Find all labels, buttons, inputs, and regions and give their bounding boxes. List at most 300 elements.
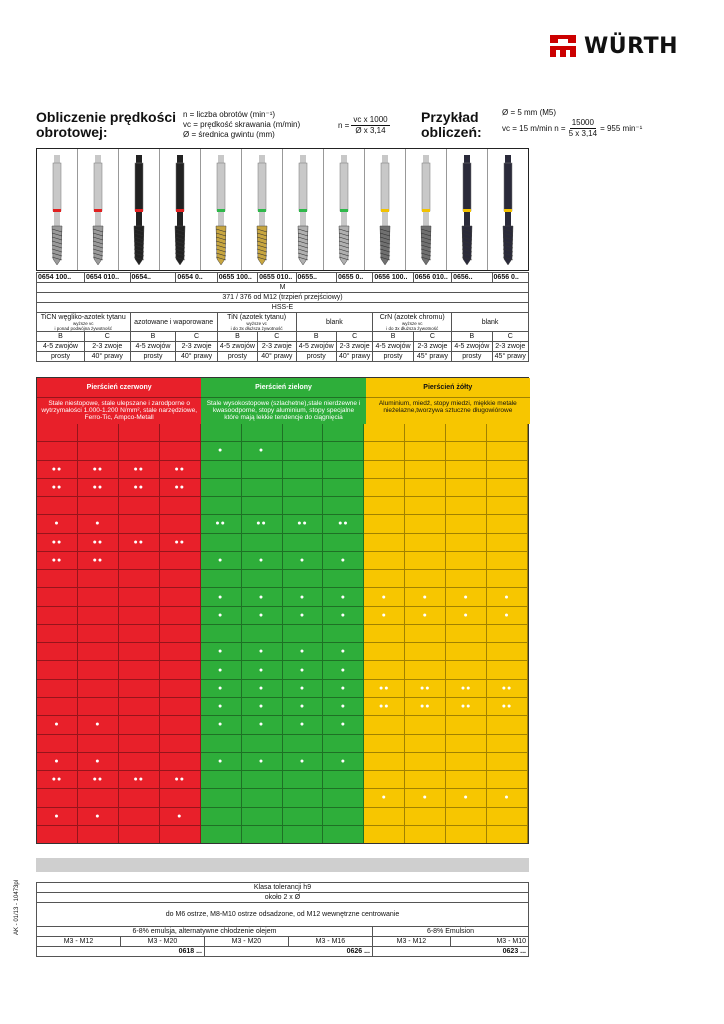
matrix-cell — [364, 643, 404, 661]
coating-label: azotowane i waporowane — [134, 318, 214, 326]
matrix-cell — [78, 497, 118, 515]
matrix-cell: ● — [446, 607, 486, 625]
matrix-cell — [283, 479, 323, 497]
threads-count-cell: 4-5 zwojów — [130, 342, 176, 352]
matrix-cell: ● — [201, 661, 241, 679]
threads-count-cell: 2-3 zwoje — [413, 342, 451, 352]
matrix-cell — [323, 735, 363, 753]
matrix-cell — [242, 497, 282, 515]
matrix-cell — [119, 735, 159, 753]
flute-cell: 40° prawy — [84, 352, 130, 362]
code-cell: 0623 ... — [372, 947, 528, 957]
matrix-cell: ●● — [364, 680, 404, 698]
matrix-cell — [405, 570, 445, 588]
article-code-cell: 0655 010.. — [258, 273, 296, 283]
matrix-cell: ● — [283, 716, 323, 734]
matrix-cell — [160, 789, 200, 807]
matrix-cell — [119, 552, 159, 570]
flute-cell: 40° prawy — [258, 352, 296, 362]
matrix-cell: ● — [364, 607, 404, 625]
matrix-cell: ● — [405, 789, 445, 807]
matrix-cell — [446, 661, 486, 679]
matrix-cell: ● — [201, 716, 241, 734]
matrix-cell — [283, 570, 323, 588]
tool-image — [365, 149, 406, 270]
matrix-cell — [446, 826, 486, 843]
matrix-cell: ● — [323, 753, 363, 771]
matrix-cell — [201, 826, 241, 843]
matrix-cell — [160, 716, 200, 734]
coating-cell — [373, 313, 452, 332]
matrix-cell: ●● — [405, 698, 445, 716]
matrix-cell: ● — [405, 588, 445, 606]
matrix-cell — [119, 698, 159, 716]
matrix-cell — [78, 698, 118, 716]
article-code-cell: 0654.. — [130, 273, 176, 283]
matrix-cell — [487, 552, 527, 570]
matrix-cell — [201, 479, 241, 497]
tolerance-cell: Klasa tolerancji h9 — [37, 883, 529, 893]
matrix-cell: ●● — [37, 461, 77, 479]
matrix-cell — [160, 442, 200, 460]
matrix-cell — [119, 643, 159, 661]
matrix-cell — [242, 625, 282, 643]
matrix-cell — [323, 826, 363, 843]
matrix-cell — [446, 497, 486, 515]
matrix-cell — [487, 534, 527, 552]
flute-cell: 40° prawy — [176, 352, 217, 362]
matrix-column — [160, 378, 201, 843]
article-code-cell: 0656 010.. — [413, 273, 451, 283]
matrix-cell — [201, 534, 241, 552]
matrix-cell: ● — [283, 661, 323, 679]
matrix-cell: ● — [242, 588, 282, 606]
range-cell: M3 - M10 — [450, 937, 528, 947]
matrix-column — [78, 378, 119, 843]
matrix-cell: ●● — [446, 680, 486, 698]
matrix-cell: ●● — [78, 552, 118, 570]
coolant-left-cell: 6-8% emulsja, alternatywne chłodzenie olejem — [37, 927, 373, 937]
matrix-cell: ● — [201, 552, 241, 570]
matrix-cell — [487, 515, 527, 533]
matrix-cell — [78, 607, 118, 625]
matrix-cell: ● — [446, 588, 486, 606]
article-code-cell: 0655 100.. — [217, 273, 257, 283]
form-cell: B — [217, 332, 257, 342]
matrix-cell — [201, 424, 241, 442]
coating-label: CrN (azotek chromu) — [379, 313, 445, 321]
matrix-cell — [37, 424, 77, 442]
matrix-cell — [487, 424, 527, 442]
matrix-cell: ●● — [78, 534, 118, 552]
article-code-cell: 0656 0.. — [492, 273, 528, 283]
matrix-cell — [487, 826, 527, 843]
matrix-cell — [283, 789, 323, 807]
matrix-cell: ● — [37, 716, 77, 734]
matrix-cell — [283, 625, 323, 643]
formula-numerator: vc x 1000 — [353, 115, 388, 124]
wurth-logo — [548, 30, 690, 62]
wurth-logo-icon — [548, 31, 578, 61]
threads-count-cell: 2-3 zwoje — [492, 342, 528, 352]
matrix-cell — [242, 789, 282, 807]
matrix-cell — [160, 588, 200, 606]
matrix-cell: ●● — [119, 771, 159, 789]
range-cell: M3 - M20 — [120, 937, 204, 947]
coating-sub: i ponad podwójna żywotność — [54, 325, 113, 331]
matrix-cell — [119, 789, 159, 807]
matrix-cell — [364, 424, 404, 442]
formula-legend — [183, 110, 300, 140]
matrix-cell: ● — [283, 680, 323, 698]
matrix-cell: ●● — [487, 680, 527, 698]
matrix-cell: ● — [201, 607, 241, 625]
example-line: Ø = 5 mm (M5) — [502, 108, 557, 117]
matrix-cell — [242, 479, 282, 497]
form-row — [37, 332, 529, 342]
matrix-cell: ● — [323, 698, 363, 716]
matrix-cell — [201, 461, 241, 479]
matrix-cell: ● — [78, 716, 118, 734]
matrix-cell: ●● — [78, 771, 118, 789]
coating-sub: wyższe vc — [73, 320, 94, 326]
matrix-cell — [119, 515, 159, 533]
matrix-cell: ●● — [78, 461, 118, 479]
matrix-cell: ● — [201, 753, 241, 771]
matrix-cell: ● — [37, 515, 77, 533]
matrix-cell: ●● — [405, 680, 445, 698]
matrix-cell: ● — [160, 808, 200, 826]
centering-cell: do M6 ostrze, M8-M10 ostrze odsadzone, od M12 wewnętrzne centrowanie — [37, 903, 529, 927]
matrix-cell — [364, 515, 404, 533]
calculation-title: Obliczenie prędkości obrotowej: — [36, 109, 177, 140]
matrix-cell — [78, 680, 118, 698]
matrix-cell: ●● — [201, 515, 241, 533]
matrix-cell: ● — [242, 698, 282, 716]
example-denominator: 5 x 3,14 — [568, 129, 598, 138]
matrix-cell: ●● — [119, 534, 159, 552]
matrix-cell — [119, 826, 159, 843]
matrix-cell: ●● — [119, 479, 159, 497]
matrix-cell — [78, 789, 118, 807]
matrix-cell — [487, 461, 527, 479]
matrix-cell — [323, 625, 363, 643]
matrix-cell: ●● — [119, 461, 159, 479]
matrix-cell: ● — [78, 515, 118, 533]
matrix-cell — [487, 716, 527, 734]
coating-row — [37, 313, 529, 332]
matrix-column — [446, 378, 487, 843]
flute-cell: prosty — [452, 352, 492, 362]
material-row — [37, 303, 529, 313]
matrix-cell: ● — [242, 552, 282, 570]
threads-count-row — [37, 342, 529, 352]
matrix-cell: ● — [283, 643, 323, 661]
coating-sub: wyższe vc — [401, 320, 423, 326]
coating-cell — [452, 313, 529, 332]
coating-cell — [130, 313, 217, 332]
matrix-cell — [405, 735, 445, 753]
matrix-cell — [364, 661, 404, 679]
tap-icon — [295, 155, 311, 265]
matrix-cell: ● — [242, 442, 282, 460]
form-cell: B — [296, 332, 336, 342]
coating-cell — [296, 313, 373, 332]
threads-count-cell: 4-5 zwojów — [373, 342, 413, 352]
matrix-cell — [37, 497, 77, 515]
matrix-cell — [364, 753, 404, 771]
tool-image — [406, 149, 447, 270]
matrix-cell — [160, 826, 200, 843]
matrix-cell — [323, 534, 363, 552]
norm-row — [37, 293, 529, 303]
matrix-cell — [487, 661, 527, 679]
tool-image — [283, 149, 324, 270]
matrix-cell — [37, 643, 77, 661]
material-cell: HSS-E — [37, 303, 529, 313]
matrix-column — [364, 378, 405, 843]
matrix-cell — [364, 534, 404, 552]
matrix-cell: ● — [242, 643, 282, 661]
coating-sub: wyższe vc — [246, 320, 267, 326]
matrix-cell — [364, 716, 404, 734]
matrix-cell — [37, 607, 77, 625]
matrix-cell: ● — [405, 607, 445, 625]
matrix-cell — [78, 588, 118, 606]
tap-icon — [254, 155, 270, 265]
flute-cell: prosty — [130, 352, 176, 362]
matrix-cell — [405, 461, 445, 479]
matrix-cell — [242, 808, 282, 826]
matrix-cell — [405, 497, 445, 515]
matrix-cell — [323, 808, 363, 826]
tap-icon — [418, 155, 434, 265]
matrix-cell — [119, 808, 159, 826]
matrix-cell — [487, 442, 527, 460]
flute-cell: 40° prawy — [336, 352, 372, 362]
matrix-cell — [160, 570, 200, 588]
matrix-cell: ●● — [283, 515, 323, 533]
matrix-cell — [201, 789, 241, 807]
matrix-cell — [323, 497, 363, 515]
matrix-cell — [446, 771, 486, 789]
matrix-cell — [364, 771, 404, 789]
matrix-cell — [487, 497, 527, 515]
matrix-cell: ●● — [160, 771, 200, 789]
matrix-cell — [487, 771, 527, 789]
matrix-cell — [119, 753, 159, 771]
matrix-cell — [119, 716, 159, 734]
form-cell: B — [130, 332, 176, 342]
matrix-cell — [201, 735, 241, 753]
matrix-column — [405, 378, 446, 843]
matrix-cell — [364, 625, 404, 643]
flute-row — [37, 352, 529, 362]
matrix-cell — [283, 424, 323, 442]
matrix-cell — [446, 552, 486, 570]
matrix-cell — [119, 607, 159, 625]
matrix-cell — [405, 442, 445, 460]
ring-title: Pierścień żółty — [366, 378, 530, 398]
separator-band — [36, 858, 529, 872]
matrix-cell — [364, 479, 404, 497]
matrix-cell — [283, 497, 323, 515]
ring-description: Stale wysokostopowe (szlachetne),stale nierdzewne i kwasoodporne, stopy aluminium, stopy specjalne które mają lekkie tendencje do ciągnięcia — [201, 398, 365, 424]
matrix-cell: ● — [364, 789, 404, 807]
tool-image — [447, 149, 488, 270]
matrix-cell: ● — [487, 789, 527, 807]
matrix-cell — [446, 808, 486, 826]
matrix-cell — [37, 442, 77, 460]
form-cell: C — [258, 332, 296, 342]
tap-icon — [336, 155, 352, 265]
matrix-cell: ● — [78, 808, 118, 826]
ring-title: Pierścień czerwony — [37, 378, 201, 398]
form-cell: C — [176, 332, 217, 342]
matrix-cell: ●● — [242, 515, 282, 533]
matrix-cell — [323, 461, 363, 479]
threads-count-cell: 2-3 zwoje — [258, 342, 296, 352]
matrix-cell — [487, 570, 527, 588]
threads-count-cell: 4-5 zwojów — [37, 342, 85, 352]
matrix-cell — [446, 735, 486, 753]
code-cell: 0618 ... — [37, 947, 205, 957]
matrix-cell — [405, 534, 445, 552]
matrix-cell — [201, 625, 241, 643]
matrix-cell — [446, 753, 486, 771]
matrix-cell — [446, 515, 486, 533]
matrix-cell — [160, 497, 200, 515]
matrix-cell — [242, 735, 282, 753]
range-cell: M3 - M12 — [372, 937, 450, 947]
form-cell: B — [37, 332, 85, 342]
article-code-cell: 0656.. — [452, 273, 492, 283]
matrix-cell — [201, 497, 241, 515]
formula-denominator: Ø x 3,14 — [355, 126, 386, 135]
matrix-cell — [119, 661, 159, 679]
matrix-cell — [242, 461, 282, 479]
matrix-cell: ● — [78, 753, 118, 771]
example-fraction — [569, 118, 597, 139]
matrix-column — [119, 378, 160, 843]
matrix-cell — [78, 735, 118, 753]
matrix-cell — [242, 570, 282, 588]
matrix-cell — [242, 424, 282, 442]
coating-label: TiCN węgliko-azotek tytanu — [40, 313, 126, 321]
coating-label: blank — [326, 318, 343, 326]
speed-formula — [338, 115, 390, 136]
matrix-cell — [78, 643, 118, 661]
matrix-cell — [405, 826, 445, 843]
matrix-cell — [37, 661, 77, 679]
example-formula — [502, 118, 642, 139]
matrix-column — [487, 378, 528, 843]
range-cell: M3 - M16 — [288, 937, 372, 947]
article-code-cell: 0654 0.. — [176, 273, 217, 283]
matrix-cell: ●● — [364, 698, 404, 716]
matrix-cell — [446, 570, 486, 588]
article-code-cell: 0655.. — [296, 273, 336, 283]
matrix-cell: ● — [283, 552, 323, 570]
matrix-cell: ● — [487, 607, 527, 625]
flute-cell: 45° prawy — [492, 352, 528, 362]
matrix-cell — [323, 771, 363, 789]
article-code-cell: 0655 0.. — [336, 273, 372, 283]
coating-sub: i do 3x dłuższa żywotność — [386, 325, 439, 331]
tool-images-row — [36, 148, 529, 271]
coating-cell — [217, 313, 296, 332]
matrix-cell — [323, 442, 363, 460]
matrix-cell — [283, 461, 323, 479]
matrix-cell — [160, 515, 200, 533]
matrix-cell: ● — [242, 680, 282, 698]
matrix-cell — [160, 680, 200, 698]
matrix-cell — [78, 625, 118, 643]
matrix-cell — [364, 570, 404, 588]
tap-icon — [131, 155, 147, 265]
tap-icon — [90, 155, 106, 265]
matrix-cell: ● — [242, 753, 282, 771]
matrix-cell — [37, 570, 77, 588]
tap-icon — [500, 155, 516, 265]
matrix-cell — [119, 625, 159, 643]
ring-description: Stale niestopowe, stale ulepszane i zarodporne o wytrzymałości 1.000-1.200 N/mm², stale narzędziowe, Ferro-Tic, Ampco-Metall — [37, 398, 201, 424]
ring-title: Pierścień zielony — [201, 378, 365, 398]
matrix-cell: ● — [283, 698, 323, 716]
matrix-cell — [405, 808, 445, 826]
article-code-cell: 0654 010.. — [84, 273, 130, 283]
spec-table — [36, 272, 529, 362]
matrix-column — [323, 378, 364, 843]
matrix-cell — [160, 424, 200, 442]
matrix-cell — [160, 735, 200, 753]
matrix-cell: ● — [201, 643, 241, 661]
matrix-cell — [405, 424, 445, 442]
matrix-cell: ●● — [37, 534, 77, 552]
matrix-cell — [405, 661, 445, 679]
article-code-cell: 0656 100.. — [373, 273, 413, 283]
matrix-cell — [37, 625, 77, 643]
coolant-right-cell: 6-8% Emulsion — [372, 927, 528, 937]
matrix-cell — [242, 771, 282, 789]
matrix-cell: ● — [201, 698, 241, 716]
tolerance-table — [36, 882, 529, 957]
matrix-cell — [283, 826, 323, 843]
matrix-cell: ● — [323, 588, 363, 606]
matrix-cell — [160, 753, 200, 771]
matrix-cell — [160, 698, 200, 716]
matrix-cell: ● — [283, 753, 323, 771]
matrix-cell — [405, 643, 445, 661]
tool-image — [37, 149, 78, 270]
flute-cell: prosty — [373, 352, 413, 362]
matrix-cell: ● — [201, 680, 241, 698]
matrix-cell: ● — [201, 588, 241, 606]
matrix-cell: ●● — [78, 479, 118, 497]
matrix-cell — [364, 552, 404, 570]
matrix-cell: ●● — [160, 461, 200, 479]
form-cell: B — [373, 332, 413, 342]
matrix-cell: ●● — [487, 698, 527, 716]
matrix-cell — [323, 479, 363, 497]
matrix-cell — [37, 698, 77, 716]
matrix-cell — [119, 570, 159, 588]
tap-icon — [213, 155, 229, 265]
form-cell: C — [336, 332, 372, 342]
matrix-cell: ● — [364, 588, 404, 606]
article-code-cell: 0654 100.. — [37, 273, 85, 283]
matrix-cell — [405, 552, 445, 570]
